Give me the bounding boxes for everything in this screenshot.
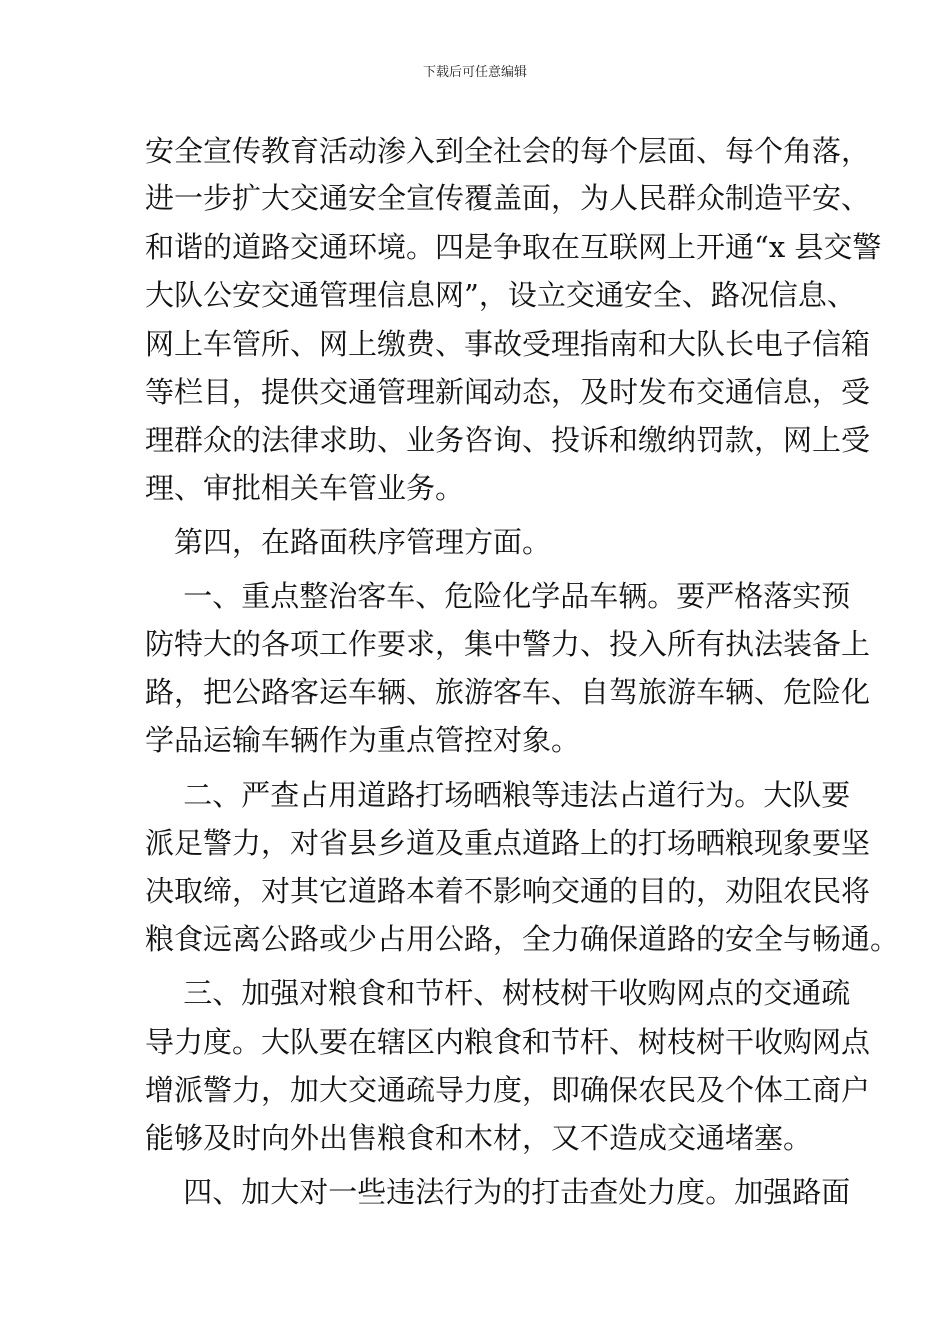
text-line: 导力度。大队要在辖区内粮食和节杆、树枝树干收购网点 [145,1025,871,1059]
text-line: 能够及时向外出售粮食和木材，又不造成交通堵塞。 [145,1121,813,1155]
text-line: 防特大的各项工作要求，集中警力、投入所有执法装备上 [145,627,871,661]
text-line: 增派警力，加大交通疏导力度，即确保农民及个体工商户 [145,1073,871,1107]
text-line: 二、严查占用道路打场晒粮等违法占道行为。大队要 [145,778,851,812]
section-heading: 第四，在路面秩序管理方面。 [145,525,552,559]
text-line: 和谐的道路交通环境。四是争取在互联网上开通“x 县交警 [145,230,882,264]
text-line: 决取缔，对其它道路本着不影响交通的目的，劝阻农民将 [145,874,871,908]
text-line: 大队公安交通管理信息网”，设立交通安全、路况信息、 [145,278,856,312]
page-header: 下载后可任意编辑 [422,65,527,80]
text-line: 四、加大对一些违法行为的打击查处力度。加强路面 [145,1175,851,1209]
text-line: 一、重点整治客车、危险化学品车辆。要严格落实预 [145,579,851,613]
text-line: 网上车管所、网上缴费、事故受理指南和大队长电子信箱 [145,327,871,361]
text-line: 进一步扩大交通安全宣传覆盖面，为人民群众制造平安、 [145,181,871,215]
text-line: 粮食远离公路或少占用公路，全力确保道路的安全与畅通。 [145,922,900,956]
text-line: 路，把公路客运车辆、旅游客车、自驾旅游车辆、危险化 [145,675,871,709]
text-line: 三、加强对粮食和节杆、树枝树干收购网点的交通疏 [145,976,851,1010]
text-line: 理群众的法律求助、业务咨询、投诉和缴纳罚款，网上受 [145,423,871,457]
text-line: 等栏目，提供交通管理新闻动态，及时发布交通信息，受 [145,375,871,409]
text-line: 学品运输车辆作为重点管控对象。 [145,723,581,757]
text-line: 安全宣传教育活动渗入到全社会的每个层面、每个角落， [145,134,871,168]
text-line: 理、审批相关车管业务。 [145,471,465,505]
text-line: 派足警力，对省县乡道及重点道路上的打场晒粮现象要坚 [145,826,871,860]
